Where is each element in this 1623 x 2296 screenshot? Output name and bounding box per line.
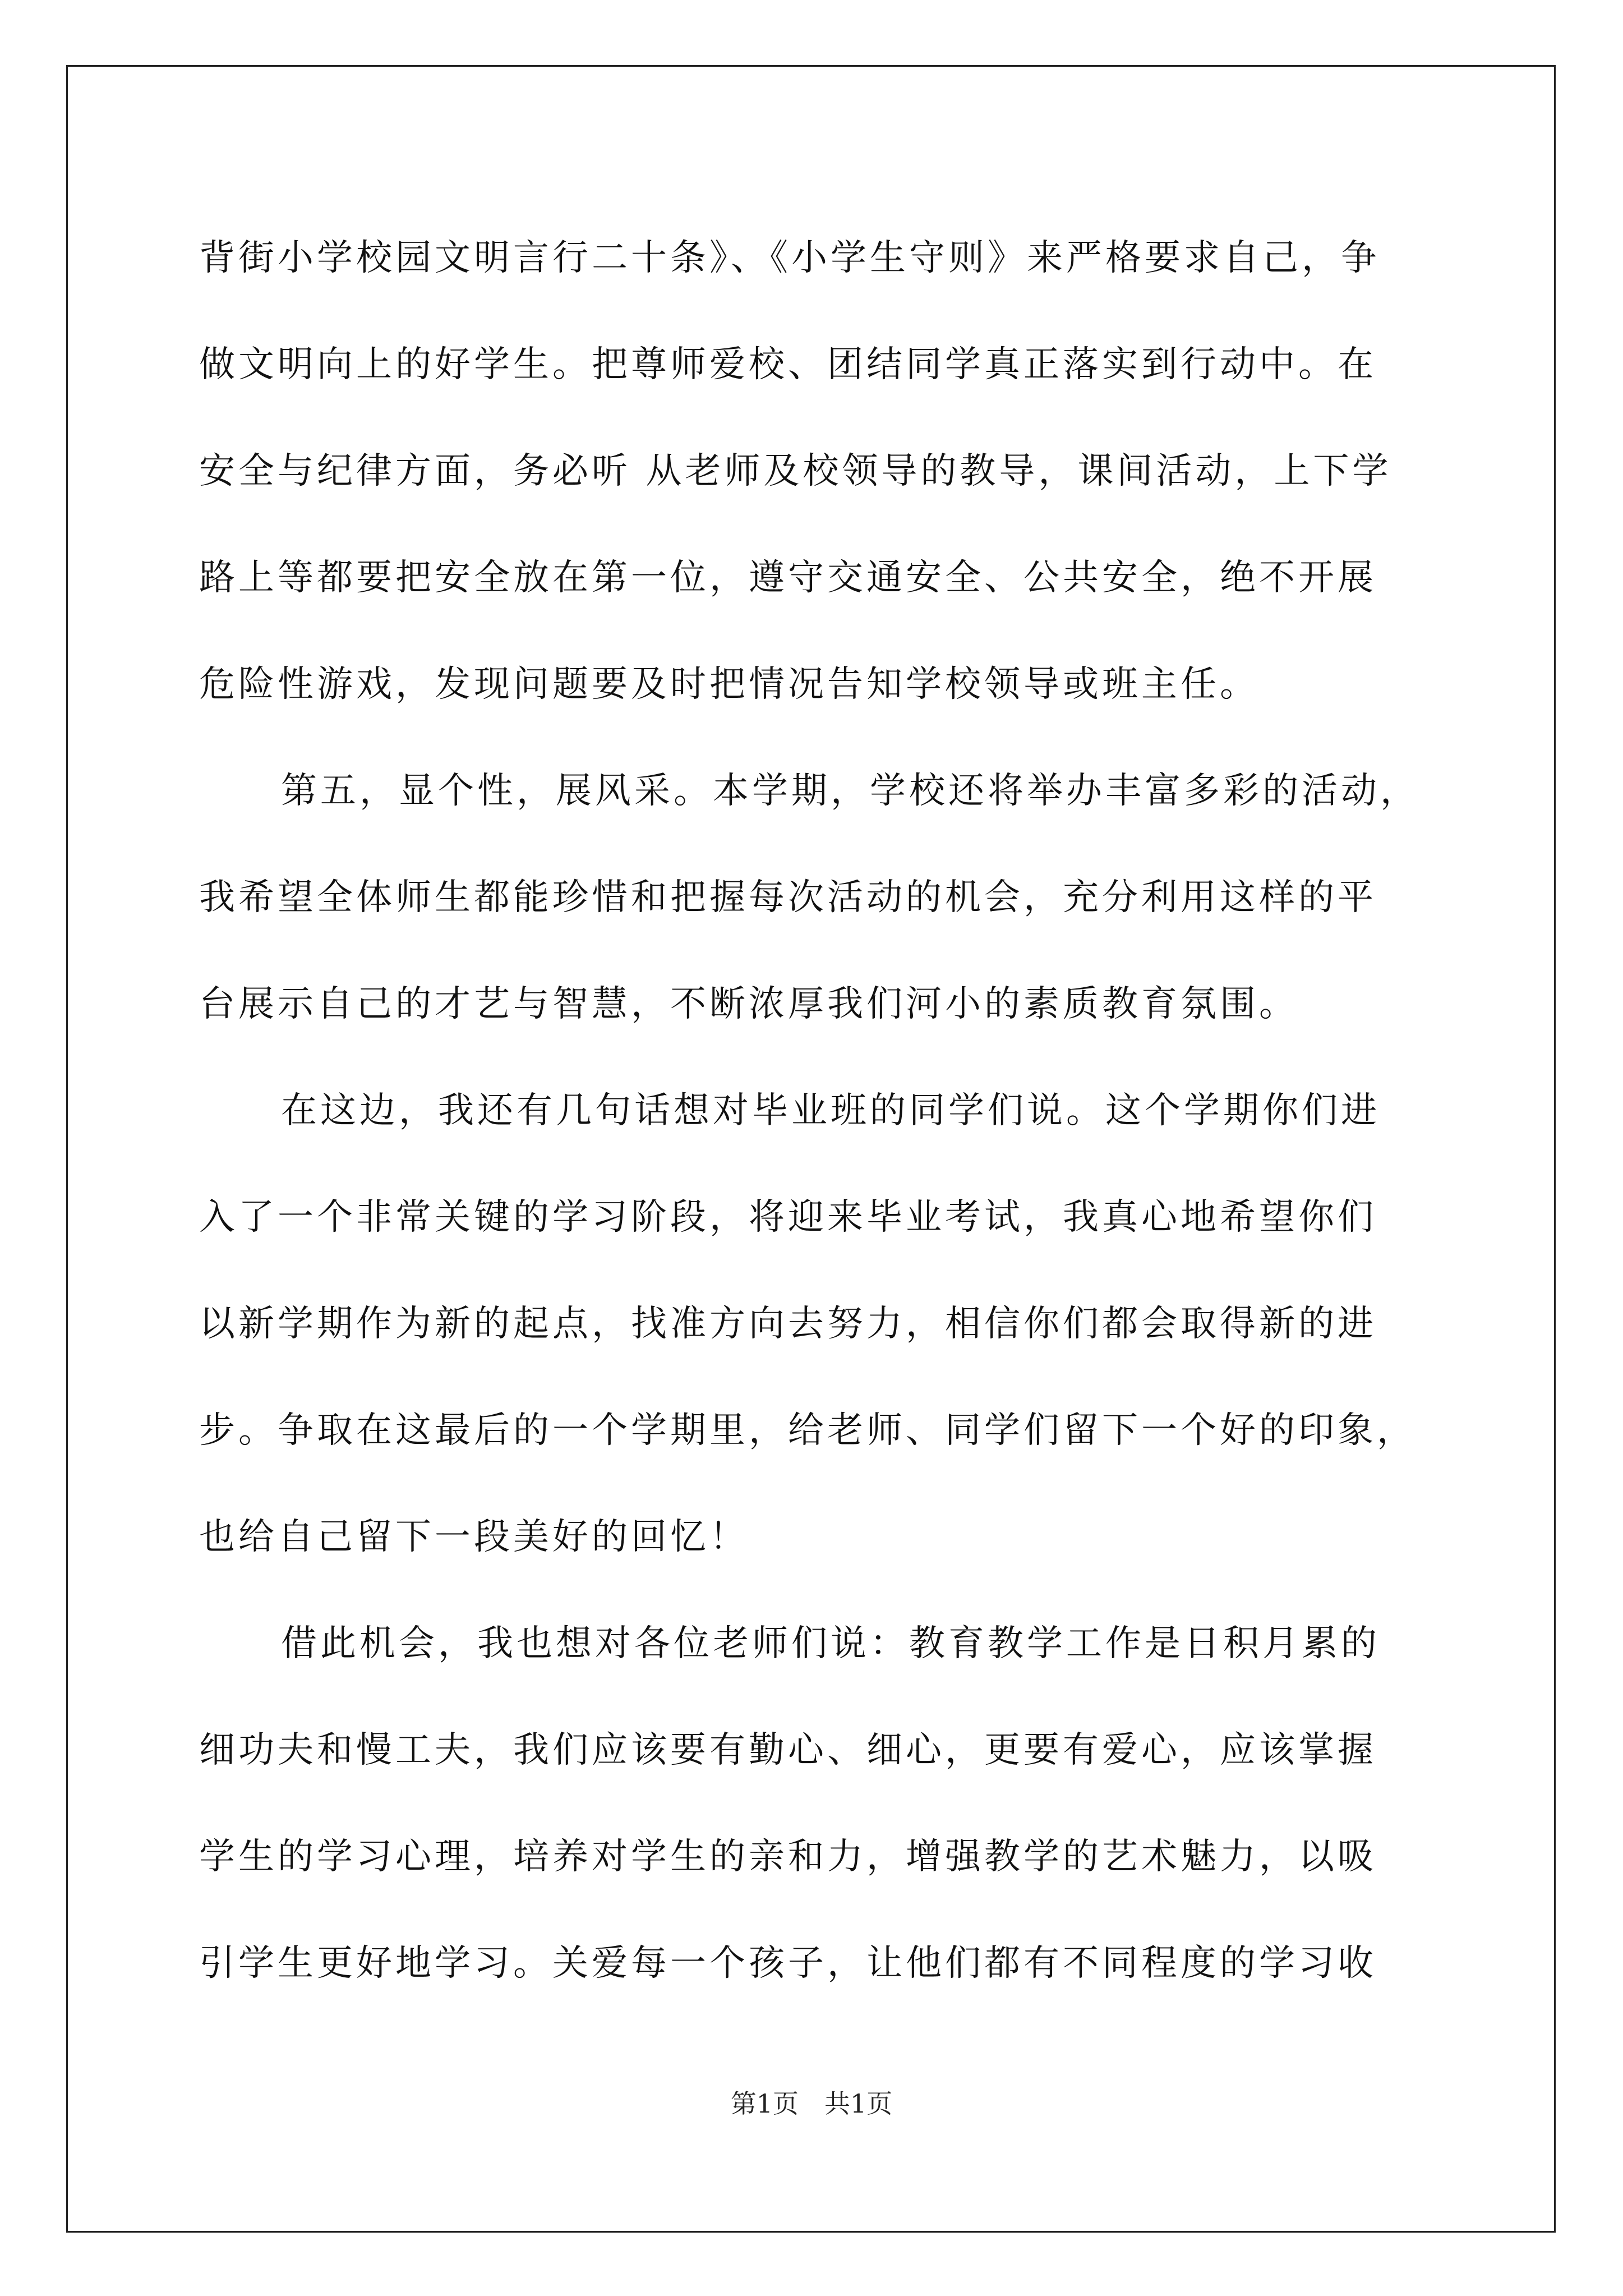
paragraph-first-line: 借此机会，我也想对各位老师们说：教育教学工作是日积月累的 (281, 1623, 1380, 1664)
text-line: 步。争取在这最后的一个学期里，给老师、同学们留下一个好的印象， (199, 1410, 1416, 1451)
text-line: 引学生更好地学习。关爱每一个孩子，让他们都有不同程度的学习收 (199, 1943, 1377, 1984)
paragraph-first-line: 在这边，我还有几句话想对毕业班的同学们说。这个学期你们进 (281, 1090, 1380, 1131)
text-line: 安全与纪律方面，务必听 从老师及校领导的教导，课间活动，上下学 (199, 450, 1392, 492)
text-line: 以新学期作为新的起点，找准方向去努力，相信你们都会取得新的进 (199, 1303, 1377, 1345)
text-line: 路上等都要把安全放在第一位，遵守交通安全、公共安全，绝不开展 (199, 557, 1377, 599)
text-line: 也给自己留下一段美好的回忆！ (199, 1516, 749, 1558)
page-number-footer: 第1页 共1页 (730, 2088, 893, 2119)
text-line: 学生的学习心理，培养对学生的亲和力，增强教学的艺术魅力，以吸 (199, 1836, 1377, 1878)
text-line: 我希望全体师生都能珍惜和把握每次活动的机会，充分利用这样的平 (199, 877, 1377, 918)
text-line: 入了一个非常关键的学习阶段，将迎来毕业考试，我真心地希望你们 (199, 1197, 1377, 1238)
text-line: 危险性游戏，发现问题要及时把情况告知学校领导或班主任。 (199, 664, 1259, 705)
text-line: 细功夫和慢工夫，我们应该要有勤心、细心，更要有爱心，应该掌握 (199, 1729, 1377, 1771)
paragraph-first-line: 第五，显个性，展风采。本学期，学校还将举办丰富多彩的活动， (281, 770, 1419, 812)
text-line: 做文明向上的好学生。把尊师爱校、团结同学真正落实到行动中。在 (199, 344, 1377, 385)
text-line: 台展示自己的才艺与智慧，不断浓厚我们河小的素质教育氛围。 (199, 983, 1298, 1025)
document-body (199, 205, 1430, 2017)
text-line: 背街小学校园文明言行二十条》、《小学生守则》来严格要求自己，争 (199, 237, 1380, 279)
